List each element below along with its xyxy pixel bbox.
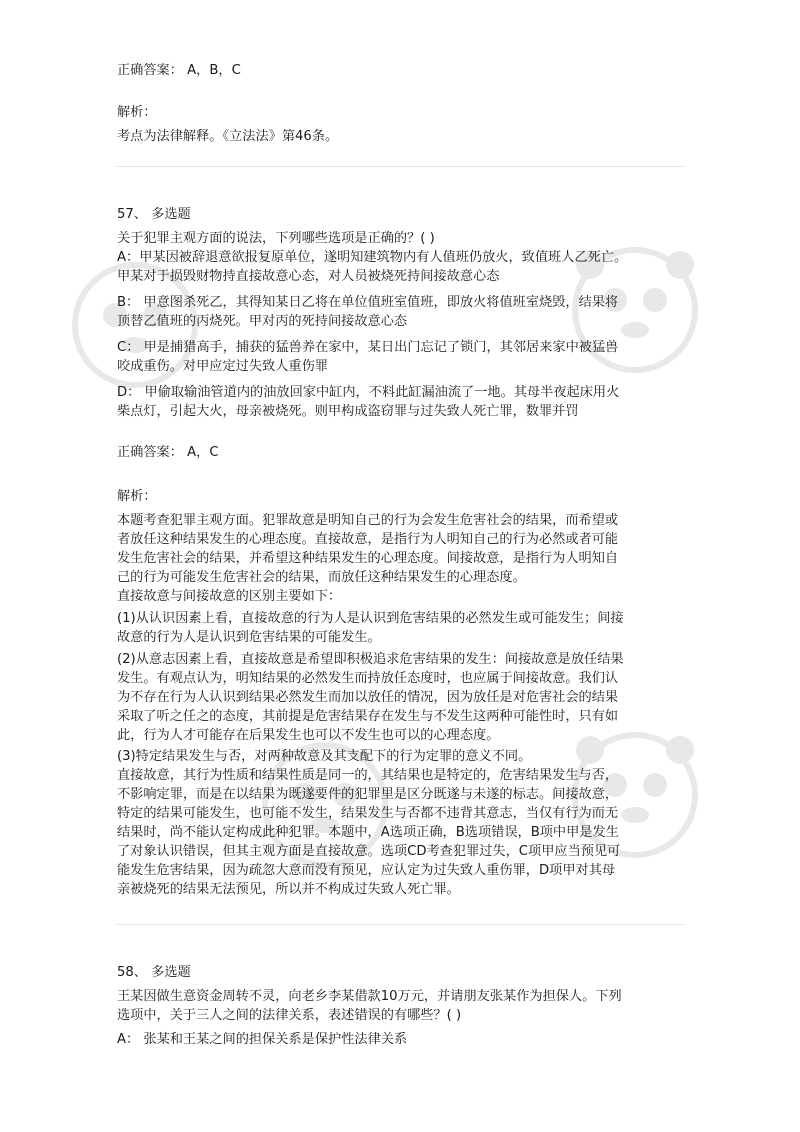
q57-analysis-line: 发生危害社会的结果，并希望这种结果发生的心理态度。间接故意，是指行为人明知自 [117,551,619,566]
q57-analysis-line: 者放任这种结果发生的心理态度。直接故意，是指行为人明知自己的行为必然或者可能 [117,532,619,547]
q57-analysis-label: 解析： [117,489,157,504]
q58-stem-line1: 王某因做生意资金周转不灵，向老乡李某借款10万元，并请朋友张某作为担保人。下列 [117,989,622,1004]
q57-analysis-line: 为不存在行为人认识到结果必然发生而加以放任的情况，因为放任是对危害社会的结果 [117,690,619,705]
q57-header: 57、 多选题 [117,207,191,222]
q57-analysis-line: (3)特定结果发生与否，对两种故意及其支配下的行为定罪的意义不同。 [117,749,532,764]
q57-analysis-line: 此，行为人才可能存在后果发生也可以不发生也可以的心理态度。 [117,728,500,743]
q57-option-d-line2: 柴点灯，引起大火，母亲被烧死。则甲构成盗窃罪与过失致人死亡罪，数罪并罚 [117,404,579,419]
q57-analysis-line: 采取了听之任之的态度，其前提是危害结果存在发生与不发生这两种可能性时，只有如 [117,709,619,724]
q56-analysis: 考点为法律解释。《立法法》第46条。 [117,129,339,144]
q58-header: 58、 多选题 [117,965,191,980]
q57-option-a-line2: 甲某对于损毁财物持直接故意心态，对人员被烧死持间接故意心态 [117,269,500,284]
q57-analysis-line: 了对象认识错误，但其主观方面是直接故意。选项CD考查犯罪过失，C项甲应当预见可 [117,844,621,859]
q57-option-a-line1: A：甲某因被辞退意欲报复原单位，遂明知建筑物内有人值班仍放火，致值班人乙死亡。 [117,250,628,265]
section-divider [117,166,685,167]
q58-option-a: A： 张某和王某之间的担保关系是保护性法律关系 [117,1032,408,1047]
q57-option-b-line2: 顶替乙值班的丙烧死。甲对丙的死持间接故意心态 [117,314,408,329]
q57-answer: 正确答案： A，C [117,445,219,460]
q57-stem: 关于犯罪主观方面的说法，下列哪些选项是正确的？( ) [117,231,435,246]
q57-analysis-line: 不影响定罪，而是在以结果为既遂要件的犯罪里是区分既遂与未遂的标志。间接故意， [117,787,619,802]
q57-analysis-line: 直接故意，其行为性质和结果性质是同一的，其结果也是特定的，危害结果发生与否， [117,768,619,783]
q57-analysis-line: 直接故意与间接故意的区别主要如下： [117,589,342,604]
q57-analysis-line: (1)从认识因素上看，直接故意的行为人是认识到危害结果的必然发生或可能发生；间接 [117,611,624,626]
q57-option-b-line1: B： 甲意图杀死乙，其得知某日乙将在单位值班室值班，即放火将值班室烧毁，结果将 [117,295,619,310]
q57-analysis-line: 结果时，尚不能认定构成此种犯罪。本题中，A选项正确，B选项错误，B项中甲是发生 [117,825,619,840]
q57-analysis-line: 亲被烧死的结果无法预见，所以并不构成过失致人死亡罪。 [117,882,460,897]
q57-analysis-line: (2)从意志因素上看，直接故意是希望即积极追求危害结果的发生：间接故意是放任结果 [117,652,624,667]
q57-analysis-line: 本题考查犯罪主观方面。犯罪故意是明知自己的行为会发生危害社会的结果，而希望或 [117,513,619,528]
q56-analysis-label: 解析： [117,105,157,120]
q57-analysis-line: 能发生危害结果，因为疏忽大意而没有预见，应认定为过失致人重伤罪，D项甲对其母 [117,863,616,878]
q57-option-c-line2: 咬成重伤。对甲应定过失致人重伤罪 [117,359,328,374]
section-divider [117,924,685,925]
q57-option-c-line1: C： 甲是捕猎高手，捕获的猛兽养在家中，某日出门忘记了锁门，其邻居来家中被猛兽 [117,340,619,355]
q57-analysis-line: 发生。有观点认为，明知结果的必然发生而持放任态度时，也应属于间接故意。我们认 [117,671,619,686]
q57-analysis-line: 特定的结果可能发生，也可能不发生，结果发生与否都不违背其意志，当仅有行为而无 [117,806,619,821]
q56-answer: 正确答案： A，B，C [117,63,241,78]
q57-analysis-line: 故意的行为人是认识到危害结果的可能发生。 [117,630,381,645]
q57-analysis-line: 己的行为可能发生危害社会的结果，而放任这种结果发生的心理态度。 [117,570,526,585]
q57-option-d-line1: D： 甲偷取输油管道内的油放回家中缸内，不料此缸漏油流了一地。其母半夜起床用火 [117,385,620,400]
q58-stem-line2: 选项中，关于三人之间的法律关系，表述错误的有哪些？( ) [117,1008,462,1023]
